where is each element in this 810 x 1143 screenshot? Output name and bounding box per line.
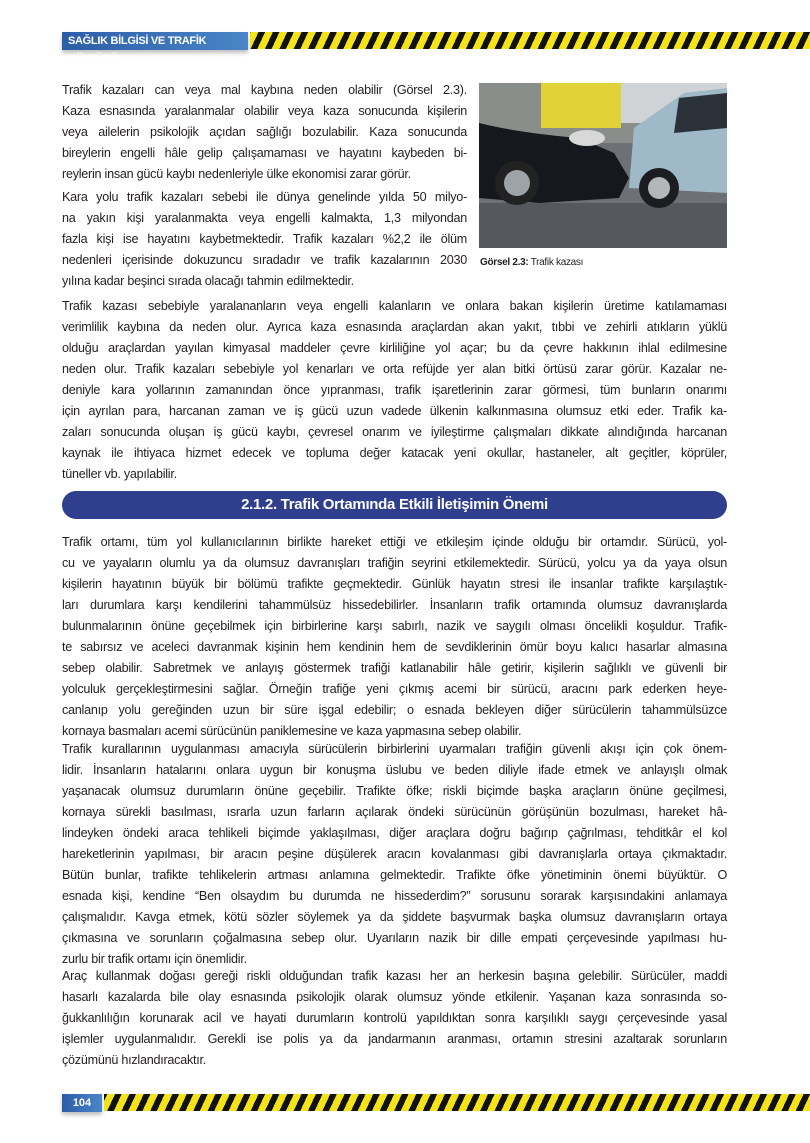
text-line: nedenleri içerisinde dokuzuncu sıradadır ve trafik kazalarının 2030 xyxy=(62,253,467,267)
text-line: kornaya basmaları acemi sürücünün paniklemesine ve kaza yapmasına sebep olabilir. xyxy=(62,724,522,738)
text-line: canlanıp yolu gereğinden uzun bir süre işgal edebilir; o esnada bekleyen diğer sürücülerin tahammülsüzce xyxy=(62,703,727,717)
text-line: çıkmasına ve sorunların çoğalmasına sebep olur. Uyarıların nazik bir dille empati çerçevesinde yapılması hu- xyxy=(62,931,727,945)
text-line: çözümünü hızlandıracaktır. xyxy=(62,1053,207,1067)
text-line: yolculuk gerçekleştirmesini sağlar. Örneğin trafiğe yeni çıkmış acemi bir sürücü, aracını park ederken heye- xyxy=(62,682,727,696)
text-line: yaşanacak olumsuz durumların önüne geçebilir. Trafikte öfke; riskli biçimde başka araçların önüne geçilmesi, xyxy=(62,784,727,798)
text-line: lindeyken öndeki araca tehlikeli biçimde yaklaşılması, diğer araçlara doğru bağırıp çağrılması, tehditkâr el kol xyxy=(62,826,727,840)
text-line: esnada kişi, kendine “Ben olsaydım bu durumda ne hissederdim?” sorusunu sorarak karşısındakini anlamaya xyxy=(62,889,727,903)
text-line: neden olur. Trafik kazaları sebebiyle yol kenarları ve orta refüjde yer alan bitki örtüsü zarar görür. Kazalar ne- xyxy=(62,362,727,376)
text-line: bulunmalarının önüne geçebilmek için birbirlerine karşı sabırlı, nazik ve saygılı olması öncelikli koşuldur. Trafik- xyxy=(62,619,727,633)
paragraph-1 xyxy=(62,80,467,185)
text-line: reylerin insan gücü kaybı nedenleriyle ülke ekonomisi zarar görür. xyxy=(62,167,411,181)
text-line: olduğu araçlardan yayılan kimyasal maddeler çevre kirliliğine yol açar; bu da çevre hakkının ihlal edilmesine xyxy=(62,341,727,355)
text-line: kaynak ile ihtiyaca hizmet edecek ve topluma değer katacak yeni okullar, hastaneler, alt geçitler, köprüler, xyxy=(62,446,727,460)
hazard-stripe-footer xyxy=(104,1094,810,1111)
text-line: fazla kişi ise hayatını kaybetmektedir. Trafik kazaları %2,2 ile ölüm xyxy=(62,232,467,246)
text-line: kişilerin hayatının büyük bir bölümü trafikte geçmektedir. Günlük hayatın stresi ile insanlar trafikte karşılaştık- xyxy=(62,577,727,591)
text-line: Kara yolu trafik kazaları sebebi ile dünya genelinde yılda 50 milyo- xyxy=(62,190,467,204)
text-line: Trafik kazaları can veya mal kaybına neden olabilir (Görsel 2.3). xyxy=(62,83,467,97)
text-line: kornaya sürekli basılması, ısrarla uzun farların açılarak öndeki sürücünün görüşünün bozulması, hareket hâ- xyxy=(62,805,727,819)
section-heading: 2.1.2. Trafik Ortamında Etkili İletişimin Önemi xyxy=(62,491,727,519)
text-line: na yakın kişi yaralanmakta veya engelli kalmakta, 1,3 milyondan xyxy=(62,211,467,225)
caption-label: Görsel 2.3: xyxy=(480,257,529,268)
text-line: deniyle kara yollarının zamanından önce yıpranması, trafik işaretlerinin zarar görmesi, tüm bunların onarımı xyxy=(62,383,727,397)
text-line: ları durumlara karşı kendilerini tahammülsüz hissedebilirler. İnsanların trafik ortamında olumsuz davranışlarda xyxy=(62,598,727,612)
text-line: zaları sonucunda oluşan iş gücü kaybı, çevresel onarım ve iyileştirme çalışmaları dikkate alındığında harcanan xyxy=(62,425,727,439)
hazard-stripe-header xyxy=(250,32,810,49)
text-line: bireylerin engelli hâle gelip çalışamaması ve hayatını kaybeden bi- xyxy=(62,146,467,160)
text-line: verimlilik kaybına da neden olur. Ayrıca kaza esnasında araçlardan akan yakıt, tıbbi ve zehirli atıkların yüklü xyxy=(62,320,727,334)
text-line: hareketlerinin yapılması, bir aracın peşine düşülerek aracın kovalanması gibi davranışlarla ortaya çıkmaktadır. xyxy=(62,847,727,861)
text-line: hasarlı kazalarda bile olay esnasında psikolojik olarak olumsuz yönde etkilenir. Yaşanan kaza sonrasında so- xyxy=(62,990,727,1004)
text-line: yılına kadar beşinci sırada olacağı tahmin edilmektedir. xyxy=(62,274,354,288)
paragraph-4 xyxy=(62,532,727,742)
text-line: işlemler uygulanmalıdır. Gerekli ise polis ya da jandarmanın aranması, ortamın stresini azaltarak sorunların xyxy=(62,1032,727,1046)
text-line: tüneller vb. yapılabilir. xyxy=(62,467,177,481)
text-line: çalışmalıdır. Kavga etmek, kötü sözler söylemek ya da şiddete başvurmak başka olumsuz davranışların ortaya xyxy=(62,910,727,924)
paragraph-3 xyxy=(62,296,727,485)
text-line: Trafik kurallarının uygulanması amacıyla sürücülerin birbirlerini uyarmaları trafiğin güvenli akışı için çok önem- xyxy=(62,742,727,756)
section-title-banner: SAĞLIK BİLGİSİ VE TRAFİK KÜLTÜRÜ xyxy=(62,32,248,50)
text-line: lidir. İnsanların hatalarını onlara uygun bir konuşma üslubu ve beden diliyle ifade etmek ve anlayışlı olmak xyxy=(62,763,727,777)
text-line: veya ailelerin psikolojik açıdan sağlığı bozulabilir. Kaza sonucunda xyxy=(62,125,467,139)
text-line: ğukkanlılığın korunarak acil ve hayati durumların kontrolü yapıldıktan sonra karşılıklı saygı çerçevesinde yasal xyxy=(62,1011,727,1025)
text-line: te sabırsız ve aceleci davranmak kişinin hem kendinin hem de sevdiklerinin ömür boyu kalıcı hasarlar almasına xyxy=(62,640,727,654)
paragraph-6 xyxy=(62,966,727,1071)
text-line: Trafik kazası sebebiyle yaralananların veya engelli kalanların ve onlara bakan kişilerin üretime katılamaması xyxy=(62,299,727,313)
text-line: zurlu bir trafik ortamı için önemlidir. xyxy=(62,952,247,966)
page-number: 104 xyxy=(62,1094,102,1112)
paragraph-5 xyxy=(62,739,727,970)
text-line: için ayrılan para, harcanan zaman ve iş gücü uzun vadede ülkenin kalkınmasına olumsuz etki eder. Trafik ka- xyxy=(62,404,727,418)
text-line: Araç kullanmak doğası gereği riskli olduğundan trafik kazası her an herkesin başına gelebilir. Sürücüler, maddi xyxy=(62,969,727,983)
car-crash-photo xyxy=(479,83,727,248)
text-line: Trafik ortamı, tüm yol kullanıcılarının birlikte hareket ettiği ve etkileşim içinde olduğu bir ortamdır. Sürücü, yol- xyxy=(62,535,727,549)
text-line: sebep olabilir. Sabretmek ve anlayış göstermek trafiği katlanabilir hâle getirir, kişilerin sağlıklı ve güvenli bir xyxy=(62,661,727,675)
text-line: cu ve yayaların olumlu ya da olumsuz davranışları trafiğin seyrini etkilemektedir. Sürücü, yolcu ya da yaya olsun xyxy=(62,556,727,570)
caption-text: Trafik kazası xyxy=(530,257,584,268)
paragraph-2 xyxy=(62,187,467,292)
text-line: Kaza esnasında yaralanmalar olabilir veya kaza sonucunda kişilerin xyxy=(62,104,467,118)
figure-caption xyxy=(480,257,583,268)
text-line: Bütün bunlar, trafikte tehlikelerin artması anlamına gelmektedir. Trafikte öfke yönetiminin önemi büyüktür. O xyxy=(62,868,727,882)
